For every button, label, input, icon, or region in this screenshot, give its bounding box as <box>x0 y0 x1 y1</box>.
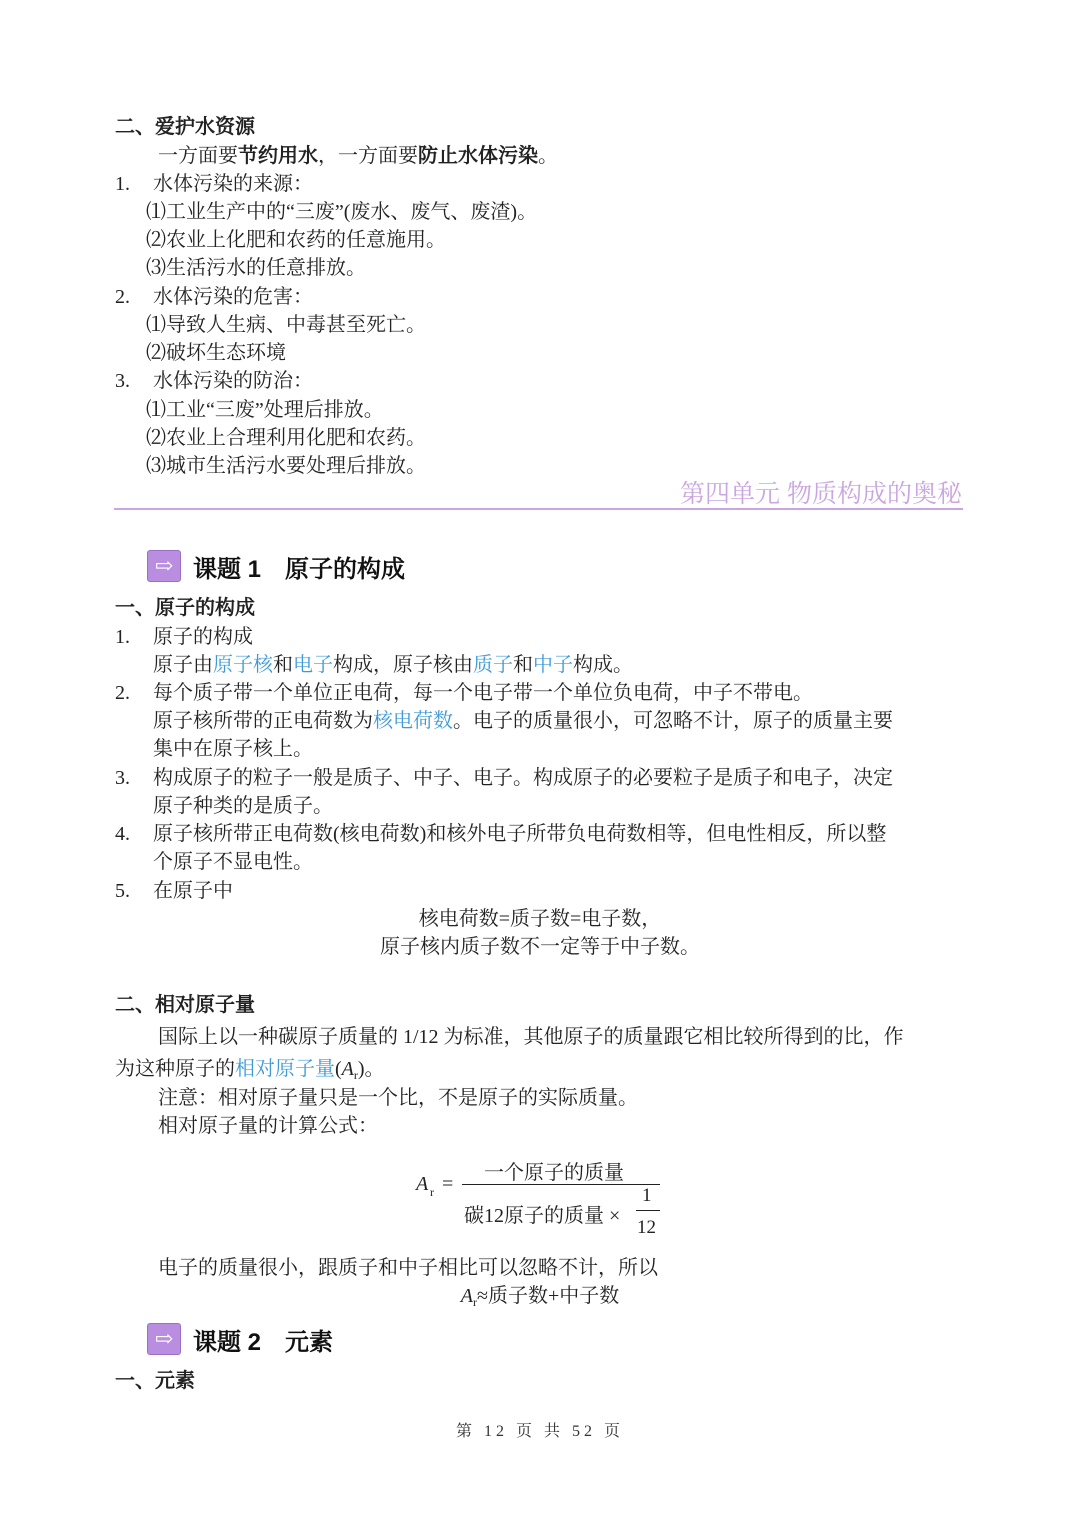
text-segment: ⑶城市生活污水要处理后排放。 <box>146 455 426 477</box>
text-line <box>153 708 893 734</box>
text-line <box>153 849 313 875</box>
text-line <box>115 595 255 621</box>
subscript: r <box>472 1295 477 1309</box>
text-segment: 国际上以一种碳原子质量的 1/12 为标准，其他原子的质量跟它相比较所得到的比，作 <box>158 1026 904 1048</box>
list-number: 2. <box>115 286 130 308</box>
key-term: 核电荷数 <box>373 710 453 732</box>
key-term: 相对原子量 <box>235 1058 335 1080</box>
text-segment: ≈质子数+中子数 <box>476 1285 620 1307</box>
text-segment: 集中在原子核上。 <box>153 738 313 760</box>
symbol: A <box>341 1058 354 1080</box>
key-term: 质子 <box>473 654 513 676</box>
section-heading: 一、原子的构成 <box>115 597 255 619</box>
text-segment: 电子的质量很小，跟质子和中子相比可以忽略不计，所以 <box>158 1257 658 1279</box>
text-line <box>158 143 558 169</box>
text-line <box>146 397 384 423</box>
topic-number: 课题 2 <box>193 1328 262 1356</box>
text-line <box>0 906 1080 932</box>
list-number: 3. <box>115 767 130 789</box>
text-segment: 原子由 <box>153 654 213 676</box>
text-segment: ⑴工业“三废”处理后排放。 <box>146 399 384 421</box>
text-line <box>153 793 333 819</box>
section-heading: 二、爱护水资源 <box>115 116 255 138</box>
text-line <box>0 1283 1080 1315</box>
text-segment: 水体污染的危害： <box>153 286 313 308</box>
text-line <box>115 171 313 197</box>
text-segment: 和 <box>273 654 293 676</box>
text-segment: 原子核内质子数不一定等于中子数。 <box>380 936 700 958</box>
list-number: 1. <box>115 173 130 195</box>
list-number: 4. <box>115 823 130 845</box>
text-line <box>153 652 633 678</box>
arrow-right-icon: ⇨ <box>147 550 181 582</box>
text-line <box>146 312 426 338</box>
text-line <box>146 425 426 451</box>
text-line <box>158 1024 904 1050</box>
text-segment: 每个质子带一个单位正电荷，每一个电子带一个单位负电荷，中子不带电。 <box>153 682 813 704</box>
text-line <box>146 227 446 253</box>
text-segment: 水体污染的来源： <box>153 173 313 195</box>
topic-heading-1 <box>147 549 429 583</box>
bold-text: 节约用水 <box>238 145 318 167</box>
topic-heading-2 <box>147 1322 357 1356</box>
text-line <box>115 765 893 791</box>
list-number: 5. <box>115 880 130 902</box>
text-segment: ⑶生活污水的任意排放。 <box>146 257 366 279</box>
text-line <box>115 992 255 1018</box>
text-segment: 在原子中 <box>153 880 233 902</box>
list-number: 1. <box>115 626 130 648</box>
bold-text: 防止水体污染 <box>418 145 538 167</box>
text-segment: ⑵破坏生态环境 <box>146 342 286 364</box>
topic-title: 原子的构成 <box>285 555 406 583</box>
text-segment: 。电子的质量很小，可忽略不计，原子的质量主要 <box>453 710 893 732</box>
page-footer: 第 12 页 共 52 页 <box>455 1423 624 1440</box>
text-segment: 。 <box>538 145 558 167</box>
text-segment: 构成，原子核由 <box>333 654 473 676</box>
formula-numerator: 一个原子的质量 <box>484 1162 624 1184</box>
text-segment: 水体污染的防治： <box>153 370 313 392</box>
formula-denominator: 碳12原子的质量 × <box>464 1205 621 1227</box>
formula-lhs: A <box>416 1173 429 1195</box>
unit-header: 第四单元 物质构成的奥秘 <box>680 480 962 508</box>
text-line <box>158 1085 638 1111</box>
formula-lhs-sub: r <box>430 1185 434 1199</box>
text-segment: 一方面要 <box>158 145 238 167</box>
key-term: 原子核 <box>213 654 273 676</box>
text-line <box>115 1368 195 1394</box>
topic-number: 课题 1 <box>193 555 262 583</box>
text-line <box>153 736 313 762</box>
section-heading: 二、相对原子量 <box>115 994 255 1016</box>
text-segment: 原子的构成 <box>153 626 253 648</box>
subscript: r <box>353 1068 358 1082</box>
text-segment: 注意：相对原子量只是一个比，不是原子的实际质量。 <box>158 1087 638 1109</box>
text-segment: 原子核所带正电荷数(核电荷数)和核外电子所带负电荷数相等，但电性相反，所以整 <box>153 823 887 845</box>
text-segment: 构成原子的粒子一般是质子、中子、电子。构成原子的必要粒子是质子和电子，决定 <box>153 767 893 789</box>
text-line <box>146 340 286 366</box>
symbol: A <box>460 1285 473 1307</box>
formula-frac-den: 12 <box>637 1217 656 1238</box>
key-term: 中子 <box>533 654 573 676</box>
text-line <box>158 1255 658 1281</box>
list-number: 3. <box>115 370 130 392</box>
arrow-right-icon: ⇨ <box>147 1323 181 1355</box>
text-segment: 个原子不显电性。 <box>153 851 313 873</box>
text-line <box>115 1056 385 1088</box>
text-segment: ，一方面要 <box>318 145 418 167</box>
text-line <box>115 680 813 706</box>
text-segment: 为这种原子的 <box>115 1058 235 1080</box>
list-number: 2. <box>115 682 130 704</box>
text-segment: ⑵农业上合理利用化肥和农药。 <box>146 427 426 449</box>
text-line <box>0 934 1080 960</box>
formula-frac-num: 1 <box>642 1185 652 1206</box>
fraction-bar <box>462 1184 660 1185</box>
text-segment: 和 <box>513 654 533 676</box>
text-segment: ( <box>335 1058 342 1080</box>
text-segment: ⑵农业上化肥和农药的任意施用。 <box>146 229 446 251</box>
text-line <box>115 368 313 394</box>
text-segment: )。 <box>357 1058 385 1080</box>
text-segment: ⑴导致人生病、中毒甚至死亡。 <box>146 314 426 336</box>
text-segment: 核电荷数=质子数=电子数， <box>418 908 662 930</box>
text-line <box>115 878 233 904</box>
text-line <box>115 114 255 140</box>
text-line <box>115 821 886 847</box>
text-segment: 原子核所带的正电荷数为 <box>153 710 373 732</box>
text-line <box>146 255 366 281</box>
section-heading: 一、元素 <box>115 1370 195 1392</box>
text-line <box>115 284 313 310</box>
text-line <box>158 1113 378 1139</box>
text-line <box>146 199 537 225</box>
key-term: 电子 <box>293 654 333 676</box>
relative-atomic-mass-formula: A r = 一个原子的质量 碳12原子的质量 × 1 12 <box>416 1155 676 1245</box>
text-segment: 原子种类的是质子。 <box>153 795 333 817</box>
text-segment: ⑴工业生产中的“三废”(废水、废气、废渣)。 <box>146 201 538 223</box>
text-line <box>146 453 426 479</box>
text-segment: 相对原子量的计算公式： <box>158 1115 378 1137</box>
divider <box>114 508 963 510</box>
topic-title: 元素 <box>285 1328 334 1356</box>
text-line <box>115 624 253 650</box>
small-fraction-bar <box>636 1210 660 1211</box>
text-segment: 构成。 <box>573 654 633 676</box>
